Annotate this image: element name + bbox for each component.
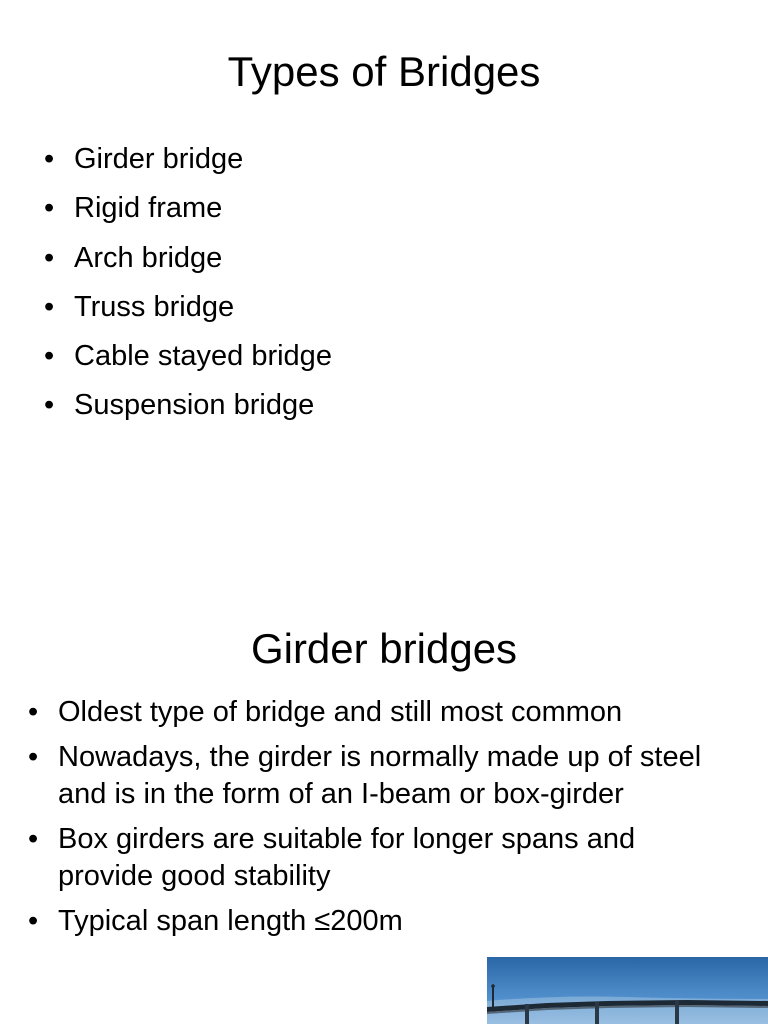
list-item-text: Suspension bridge (74, 389, 315, 422)
bridge-types-list (44, 139, 724, 435)
list-item-text: Box girders are suitable for longer spans and provide good stability (58, 823, 636, 892)
list-item (44, 238, 724, 287)
bullet-icon: • (44, 241, 55, 274)
list-item-text: Cable stayed bridge (74, 340, 332, 373)
bullet-icon: • (44, 192, 55, 225)
bullet-icon: • (44, 340, 55, 373)
list-item-text: Truss bridge (74, 290, 235, 323)
bullet-icon: • (44, 143, 55, 175)
bullet-icon: • (28, 823, 39, 855)
list-item-text: Typical span length ≤200m (58, 905, 403, 937)
slide-title: Girder bridges (250, 625, 518, 672)
list-item-text: Nowadays, the girder is normally made up of steel and is in the form of an I-beam or box-girder (58, 741, 702, 810)
bullet-icon: • (28, 905, 39, 937)
bullet-icon: • (28, 741, 39, 773)
list-item (44, 188, 724, 237)
list-item (44, 336, 724, 385)
list-item (28, 739, 728, 813)
list-item-text: Arch bridge (74, 241, 223, 274)
list-item (44, 287, 724, 336)
list-item (44, 139, 724, 188)
bridge-photo-illustration (487, 957, 768, 1024)
list-item-text: Rigid frame (74, 192, 223, 225)
bullet-icon: • (44, 389, 55, 422)
bullet-icon: • (44, 290, 55, 323)
list-item (44, 385, 724, 434)
bridge-photo (487, 957, 768, 1024)
girder-facts-list (28, 694, 728, 948)
list-item-text: Girder bridge (74, 143, 244, 175)
slide-title: Types of Bridges (227, 48, 541, 95)
list-item (28, 821, 728, 895)
slide-girder-bridges (0, 512, 768, 1024)
list-item (28, 694, 728, 731)
list-item-text: Oldest type of bridge and still most common (58, 696, 623, 728)
bullet-icon: • (28, 696, 39, 728)
list-item (28, 903, 728, 940)
